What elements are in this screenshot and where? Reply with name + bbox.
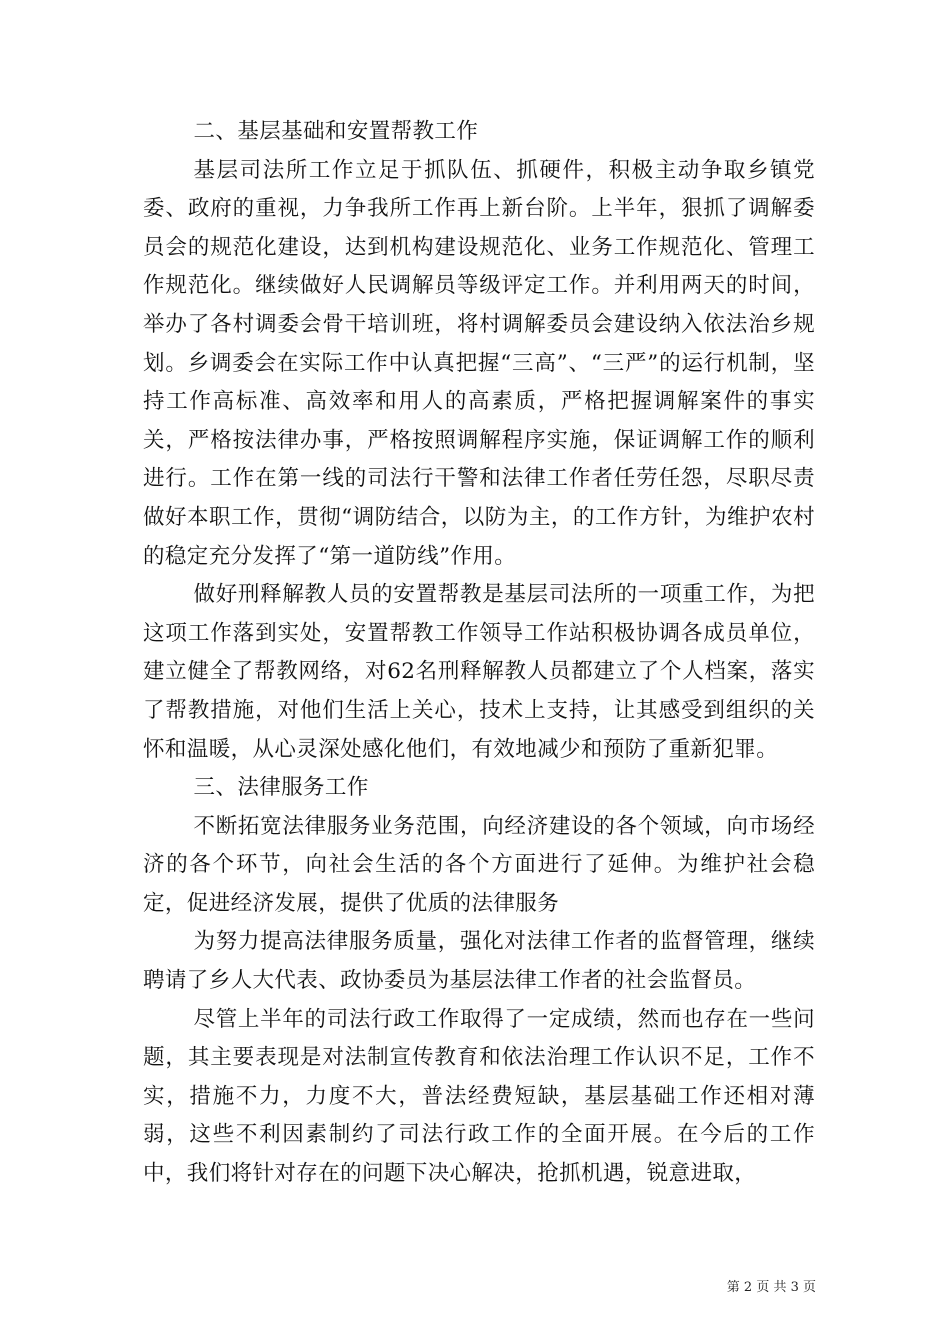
page-number-footer bbox=[680, 1276, 816, 1295]
paragraph-legal-service-scope: 不断拓宽法律服务业务范围，向经济建设的各个领域，向市场经济的各个环节，向社会生活的各个方面进行了延伸。为维护社会稳定，促进经济发展，提供了优质的法律服务 bbox=[143, 813, 815, 916]
paragraph-legal-service-quality: 为努力提高法律服务质量，强化对法律工作者的监督管理，继续聘请了乡人大代表、政协委员为基层法律工作者的社会监督员。 bbox=[143, 929, 815, 994]
paragraph-summary-issues: 尽管上半年的司法行政工作取得了一定成绩，然而也存在一些问题，其主要表现是对法制宣传教育和依法治理工作认识不足，工作不实，措施不力，力度不大，普法经费短缺，基层基础工作还相对薄弱，这些不利因素制约了司法行政工作的全面开展。在今后的工作中，我们将针对存在的问题下决心解决，抢抓机遇，锐意进取， bbox=[143, 1006, 815, 1187]
page-number-label: 第 2 页 共 3 页 bbox=[726, 1280, 816, 1295]
section-heading-3: 三、法律服务工作 bbox=[193, 775, 369, 801]
paragraph-grassroots-work: 基层司法所工作立足于抓队伍、抓硬件，积极主动争取乡镇党委、政府的重视，力争我所工作再上新台阶。上半年，狠抓了调解委员会的规范化建设，达到机构建设规范化、业务工作规范化、管理工作规范化。继续做好人民调解员等级评定工作。并利用两天的时间，举办了各村调委会骨干培训班，将村调解委员会建设纳入依法治乡规划。乡调委会在实际工作中认真把握“三高”、“三严”的运行机制，坚持工作高标准、高效率和用人的高素质，严格把握调解案件的事实关，严格按法律办事，严格按照调解程序实施，保证调解工作的顺利进行。工作在第一线的司法行干警和法律工作者任劳任怨，尽职尽责做好本职工作，贯彻“调防结合，以防为主，的工作方针，为维护农村的稳定充分发挥了“第一道防线”作用。 bbox=[143, 157, 815, 569]
section-heading-2: 二、基层基础和安置帮教工作 bbox=[193, 119, 479, 144]
paragraph-resettlement-assistance: 做好刑释解教人员的安置帮教是基层司法所的一项重工作，为把这项工作落到实处，安置帮教工作领导工作站积极协调各成员单位，建立健全了帮教网络，对62名刑释解教人员都建立了个人档案，落实了帮教措施，对他们生活上关心，技术上支持，让其感受到组织的关怀和温暖，从心灵深处感化他们，有效地减少和预防了重新犯罪。 bbox=[143, 582, 815, 762]
document-body bbox=[143, 113, 815, 1194]
